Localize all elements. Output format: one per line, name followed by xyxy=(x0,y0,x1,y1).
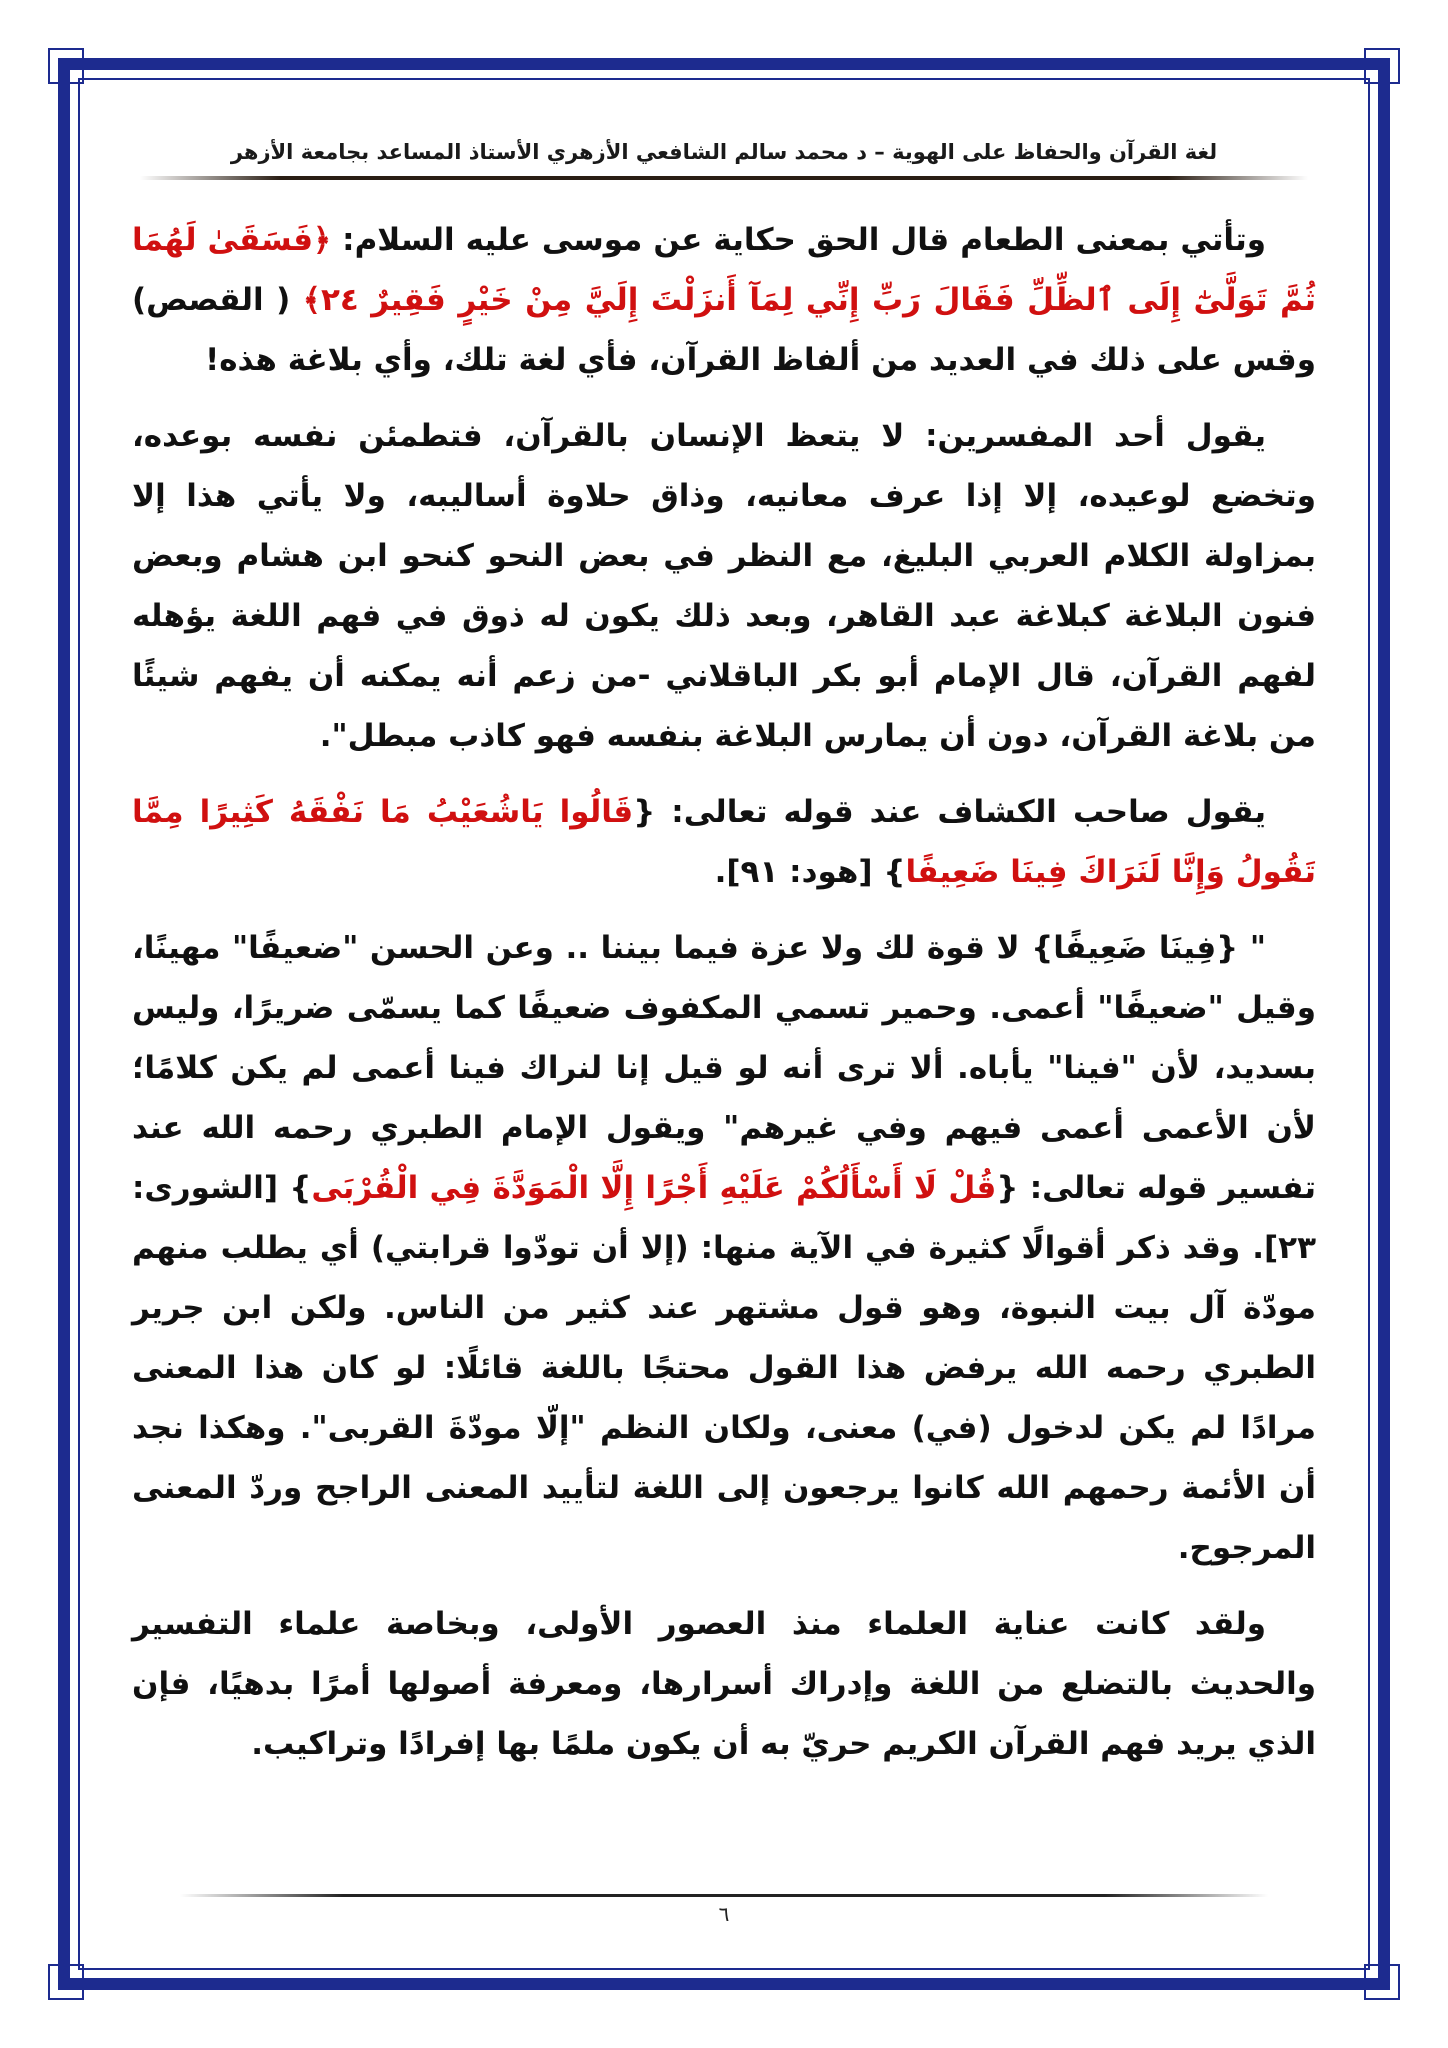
frame-corner-ornament xyxy=(1364,1964,1400,2000)
paragraph-text: } [الشورى: ٢٣]. وقد ذكر أقوالًا كثيرة في الآية منها: (إلا أن تودّوا قرابتي) أي يطلب منهم مودّة آل بيت النبوة، وهو قول مشتهر عند كثير من الناس. ولكن ابن جرير الطبري رحمه الله يرفض هذا القول محتجًا باللغة قائلًا: لو كان هذا المعنى مرادًا لم يكن لدخول (في) معنى، ولكان النظم "إلّا مودّةَ القربى". وهكذا نجد أن الأئمة رحمهم الله كانوا يرجعون إلى اللغة لتأييد المعنى الراجح وردّ المعنى المرجوح. xyxy=(132,1170,1316,1566)
paragraph xyxy=(132,210,1316,390)
paragraph-text: } [هود: ٩١]. xyxy=(714,854,906,890)
paragraph xyxy=(132,782,1316,902)
paragraph-text: يقول أحد المفسرين: لا يتعظ الإنسان بالقرآن، فتطمئن نفسه بوعده، وتخضع لوعيده، إلا إذا عرف معانيه، وذاق حلاوة أساليبه، ولا يأتي هذا إلا بمزاولة الكلام العربي البليغ، مع النظر في بعض النحو كنحو ابن هشام وبعض فنون البلاغة كبلاغة عبد القاهر، وبعد ذلك يكون له ذوق في فهم اللغة يؤهله لفهم القرآن، قال الإمام أبو بكر الباقلاني -من زعم أنه يمكنه أن يفهم شيئًا من بلاغة القرآن، دون أن يمارس البلاغة بنفسه فهو كاذب مبطل". xyxy=(132,418,1316,754)
quran-verse: ﴿فَسَقَىٰ لَهُمَا ثُمَّ تَوَلَّىٰٓ إِلَى ٱلظِّلِّ فَقَالَ رَبِّ إِنِّي لِمَآ أَنزَلْتَ إِلَيَّ مِنْ خَيْرٍ فَقِيرٌ ٢٤﴾ xyxy=(132,222,1317,318)
document-body xyxy=(132,210,1316,1790)
paragraph-text: " {فِينَا ضَعِيفًا} لا قوة لك ولا عزة فيما بيننا .. وعن الحسن "ضعيفًا" مهينًا، وقيل "ضعيفًا" أعمى. وحمير تسمي المكفوف ضعيفًا كما يسمّى ضريرًا، وليس بسديد، لأن "فينا" يأباه. ألا ترى أنه لو قيل إنا لنراك فينا أعمى لم يكن كلامًا؛ لأن الأعمى أعمى فيهم وفي غيرهم" ويقول الإمام الطبري رحمه الله عند تفسير قوله تعالى: { xyxy=(132,930,1316,1206)
paragraph-text: وتأتي بمعنى الطعام قال الحق حكاية عن موسى عليه السلام: xyxy=(331,222,1266,258)
paragraph xyxy=(132,1594,1316,1774)
frame-corner-ornament xyxy=(48,48,84,84)
page-number: ٦ xyxy=(718,1902,730,1926)
header-divider xyxy=(140,176,1308,180)
frame-corner-ornament xyxy=(48,1964,84,2000)
running-header: لغة القرآن والحفاظ على الهوية – د محمد سالم الشافعي الأزهري الأستاذ المساعد بجامعة الأزهر xyxy=(230,140,1218,164)
paragraph xyxy=(132,406,1316,766)
quran-verse: قَالُوا يَاشُعَيْبُ مَا نَفْقَهُ كَثِيرًا مِمَّا تَقُولُ وَإِنَّا لَنَرَاكَ فِينَا ضَعِيفًا xyxy=(132,794,1316,890)
quran-verse: قُلْ لَا أَسْأَلُكُمْ عَلَيْهِ أَجْرًا إِلَّا الْمَوَدَّةَ فِي الْقُرْبَى xyxy=(311,1170,997,1206)
paragraph-text: ( القصص) وقس على ذلك في العديد من ألفاظ القرآن، فأي لغة تلك، وأي بلاغة هذه! xyxy=(132,282,1316,378)
footer-divider xyxy=(180,1894,1268,1897)
paragraph xyxy=(132,918,1316,1578)
paragraph-text: يقول صاحب الكشاف عند قوله تعالى: { xyxy=(633,794,1266,830)
paragraph-text: ولقد كانت عناية العلماء منذ العصور الأولى، وبخاصة علماء التفسير والحديث بالتضلع من اللغة وإدراك أسرارها، ومعرفة أصولها أمرًا بدهيًا، فإن الذي يريد فهم القرآن الكريم حريّ به أن يكون ملمًا بها إفرادًا وتراكيب. xyxy=(132,1606,1316,1762)
frame-corner-ornament xyxy=(1364,48,1400,84)
